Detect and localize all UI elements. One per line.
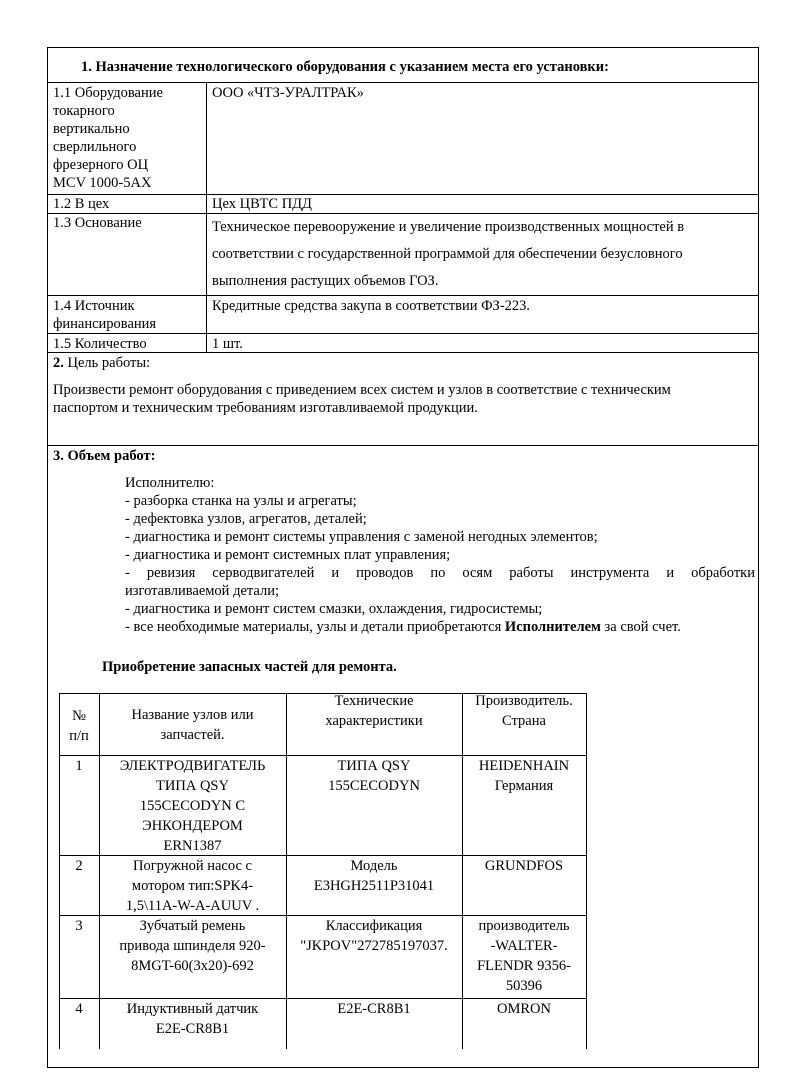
section3-list [125,474,755,636]
cell-line: ТИПА QSY [156,778,229,794]
section2-title: Цель работы: [63,355,151,371]
cell-line: ЭНКОНДЕРОМ [142,818,243,834]
row-1-3-label: 1.3 Основание [53,215,142,231]
header-line: Производитель. [475,693,573,709]
header-line: Название узлов или [131,707,254,723]
cell-line: "JKPOV"272785197037. [300,938,448,954]
list-item: - дефектовка узлов, агрегатов, деталей; [125,511,367,527]
cell-line: 8MGT-60(3х20)-692 [131,958,254,974]
cell-line: E2E-CR8B1 [155,1021,230,1037]
cell-line: -WALTER- [490,938,558,954]
header-line: Страна [502,713,546,729]
cell-line: E3HGH2511P31041 [313,878,435,894]
text-line: паспортом и техническим требованиям изготавливаемой продукции. [53,400,478,416]
text-line: Произвести ремонт оборудования с приведением всех систем и узлов в соответствие с техническим [53,382,671,398]
header-line: характеристики [325,713,423,729]
cell-line: 1,5\11A-W-A-AUUV . [125,898,260,914]
section1-heading: 1. Назначение технологического оборудования с указанием места его установки: [81,59,609,75]
cell-line: Индуктивный датчик [126,1001,259,1017]
row-4-maker [462,999,586,1019]
row-3-maker [462,916,586,996]
label-line: фрезерного ОЦ [53,157,149,173]
label-line: финансирования [53,316,157,332]
cell-line: Зубчатый ремень [139,918,246,934]
header-line: Технические [334,693,414,709]
list-item: - ревизия серводвигателей и проводов по осям работы инструмента и обработки [125,565,755,581]
list-item-text: за свой счет. [600,619,681,635]
cell-line: FLENDR 9356- [477,958,571,974]
parts-heading: Приобретение запасных частей для ремонта. [102,659,397,675]
row-1-name [99,756,286,856]
row-1-5-label: 1.5 Количество [53,336,147,352]
section2-number: 2. [53,355,64,371]
list-item: - разборка станка на узлы и агрегаты; [125,493,357,509]
row-1-1-value: ООО «ЧТЗ-УРАЛТРАК» [212,85,364,101]
cell-line: E2E-CR8B1 [337,1001,411,1017]
list-item: - диагностика и ремонт систем смазки, охлаждения, гидросистемы; [125,601,543,617]
cell-line: GRUNDFOS [484,858,564,874]
divider [48,194,758,195]
row-1-2-value: Цех ЦВТС ПДД [212,196,312,212]
cell-line: производитель [478,918,570,934]
cell-line: ТИПА QSY [337,758,411,774]
row-2-num: 2 [75,858,83,874]
header-num [59,706,99,746]
row-1-spec [286,756,462,796]
row-4-spec [286,999,462,1019]
document-frame [47,47,759,1068]
label-line: токарного [53,103,115,119]
cell-line: Классификация [325,918,423,934]
value-line: Техническое перевооружение и увеличение производственных мощностей в [212,219,685,235]
row-1-5-value: 1 шт. [212,336,243,352]
cell-line: ЭЛЕКТРОДВИГАТЕЛЬ [119,758,266,774]
list-intro: Исполнителю: [125,475,215,491]
cell-line: ERN1387 [163,838,222,854]
table-border [586,693,587,1049]
cell-line: 155CECODYN С [139,798,246,814]
row-2-spec [286,856,462,896]
header-line: № [72,708,86,724]
cell-line: HEIDENHAIN [478,758,570,774]
header-maker [462,691,586,731]
section2-heading [53,354,150,372]
row-3-spec [286,916,462,956]
header-spec [286,691,462,731]
row-1-4-label [53,297,156,333]
list-item-continuation: изготавливаемой детали; [125,583,279,599]
label-line: вертикально [53,121,130,137]
cell-line: 155CECODYN [328,778,420,794]
value-line: соответствии с государственной программой для обеспечении безусловного [212,246,683,262]
row-3-name [99,916,286,976]
row-1-4-value: Кредитные средства закупа в соответствии ФЗ-223. [212,298,531,314]
label-line: 1.4 Источник [53,298,135,314]
row-2-maker [462,856,586,876]
row-1-2-label: 1.2 В цех [53,196,110,212]
divider [48,295,758,296]
divider [48,352,758,353]
row-1-maker [462,756,586,796]
label-line: MCV 1000-5AX [53,175,152,191]
label-line: сверлильного [53,139,137,155]
label-line: 1.1 Оборудование [53,85,163,101]
parts-table [59,693,587,1049]
row-2-name [99,856,286,916]
cell-line: Германия [494,778,554,794]
section2-text [53,381,753,417]
divider [48,82,758,83]
cell-line: мотором тип:SPK4- [131,878,254,894]
section3-heading: 3. Объем работ: [53,448,156,464]
cell-line: OMRON [497,1001,551,1017]
list-item-emphasis: Исполнителем [504,619,601,635]
cell-line: Погружной насос с [133,858,252,874]
list-item [125,618,755,636]
row-1-1-label [53,84,203,192]
row-1-3-value [212,214,684,295]
header-line: запчастей. [160,727,225,743]
header-line: п/п [69,728,89,744]
row-1-num: 1 [75,758,83,774]
list-item: - диагностика и ремонт системы управления с заменой негодных элементов; [125,529,598,545]
row-4-name [99,999,286,1039]
row-3-num: 3 [75,918,83,934]
cell-line: 50396 [505,978,543,994]
row-4-num: 4 [75,1001,83,1017]
header-name [99,705,286,745]
divider [48,333,758,334]
cell-line: привода шпинделя 920- [119,938,266,954]
value-line: выполнения растущих объемов ГОЗ. [212,273,439,289]
divider [48,445,758,446]
column-divider [206,82,207,352]
cell-line: Модель [350,858,398,874]
list-item: - диагностика и ремонт системных плат управления; [125,547,451,563]
list-item-text: - все необходимые материалы, узлы и детали приобретаются [125,619,505,635]
